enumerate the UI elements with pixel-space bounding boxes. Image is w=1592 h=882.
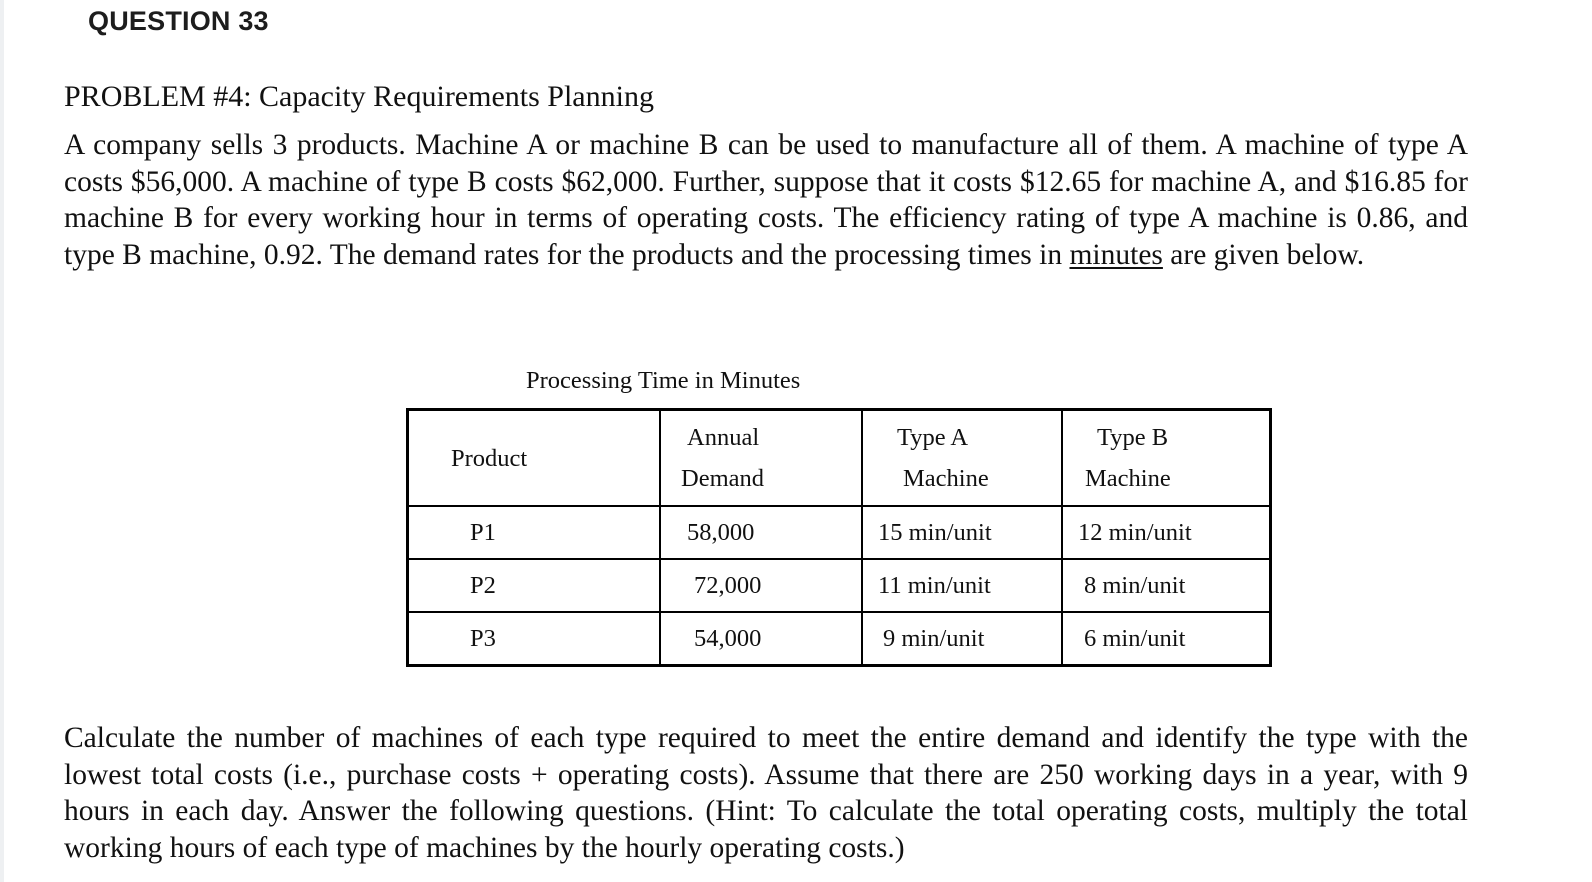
header-demand-line1: Annual: [687, 424, 760, 451]
cell-text: 6 min/unit: [1084, 624, 1186, 652]
cell-text: 11 min/unit: [878, 571, 991, 599]
demand-cell: [660, 506, 862, 559]
type-a-cell: [862, 559, 1062, 612]
header-product-line2: Product: [451, 444, 528, 472]
header-type-a: [862, 410, 1062, 507]
demand-cell: [660, 612, 862, 666]
table-row: [408, 559, 1271, 612]
description-text: A company sells 3 products. Machine A or machine B can be used to manufacture all of them. A machine of type A costs $56,000. A machine of type B costs $62,000. Further, suppose that it costs $12.65 for machine A, and $16.85 for machine B for every working hour in terms of operating costs. The efficiency rating of type A machine is 0.86, and type B machine, 0.92. The demand rates for the products and the processing times in: [64, 129, 1468, 271]
type-a-cell: [862, 506, 1062, 559]
header-type-b: [1062, 410, 1271, 507]
product-cell: [408, 506, 661, 559]
cell-text: P1: [470, 518, 496, 546]
header-demand-line2: Demand: [681, 465, 764, 492]
problem-description: [64, 127, 1468, 273]
demand-cell: [660, 559, 862, 612]
processing-time-table: [406, 408, 1272, 667]
cell-text: 12 min/unit: [1078, 518, 1192, 546]
cell-text: 58,000: [687, 518, 755, 546]
product-cell: [408, 612, 661, 666]
cell-text: P2: [470, 571, 496, 599]
problem-title: PROBLEM #4: Capacity Requirements Planning: [64, 80, 654, 113]
cell-text: 15 min/unit: [878, 518, 992, 546]
table-caption: Processing Time in Minutes: [526, 367, 801, 394]
cell-text: 8 min/unit: [1084, 571, 1186, 599]
minutes-underlined-term: minutes: [1069, 238, 1163, 271]
cell-text: 72,000: [694, 571, 762, 599]
cell-text: 9 min/unit: [883, 624, 985, 652]
header-type-a-line2: Machine: [903, 465, 989, 492]
cell-text: 54,000: [694, 624, 762, 652]
type-b-cell: [1062, 559, 1271, 612]
header-type-b-line2: Machine: [1085, 465, 1171, 492]
product-cell: [408, 559, 661, 612]
type-b-cell: [1062, 612, 1271, 666]
description-text-end: are given below.: [1162, 238, 1365, 271]
page-left-border: [0, 0, 4, 882]
question-number: QUESTION 33: [88, 6, 269, 36]
header-type-a-line1: Type A: [897, 424, 969, 451]
header-product: [408, 410, 661, 507]
table-row: [408, 612, 1271, 666]
table-header-row: [408, 410, 1271, 507]
header-type-b-line1: Type B: [1097, 424, 1169, 451]
instructions-text: Calculate the number of machines of each type required to meet the entire demand and identify the type with the lowest total costs (i.e., purchase costs + operating costs). Assume that there are 250 working days in a year, with 9 hours in each day. Answer the following questions. (Hint: To calculate the total operating costs, multiply the total working hours of each type of machines by the hourly operating costs.): [64, 722, 1468, 864]
table-row: [408, 506, 1271, 559]
cell-text: P3: [470, 624, 496, 652]
type-a-cell: [862, 612, 1062, 666]
header-annual-demand: [660, 410, 862, 507]
type-b-cell: [1062, 506, 1271, 559]
